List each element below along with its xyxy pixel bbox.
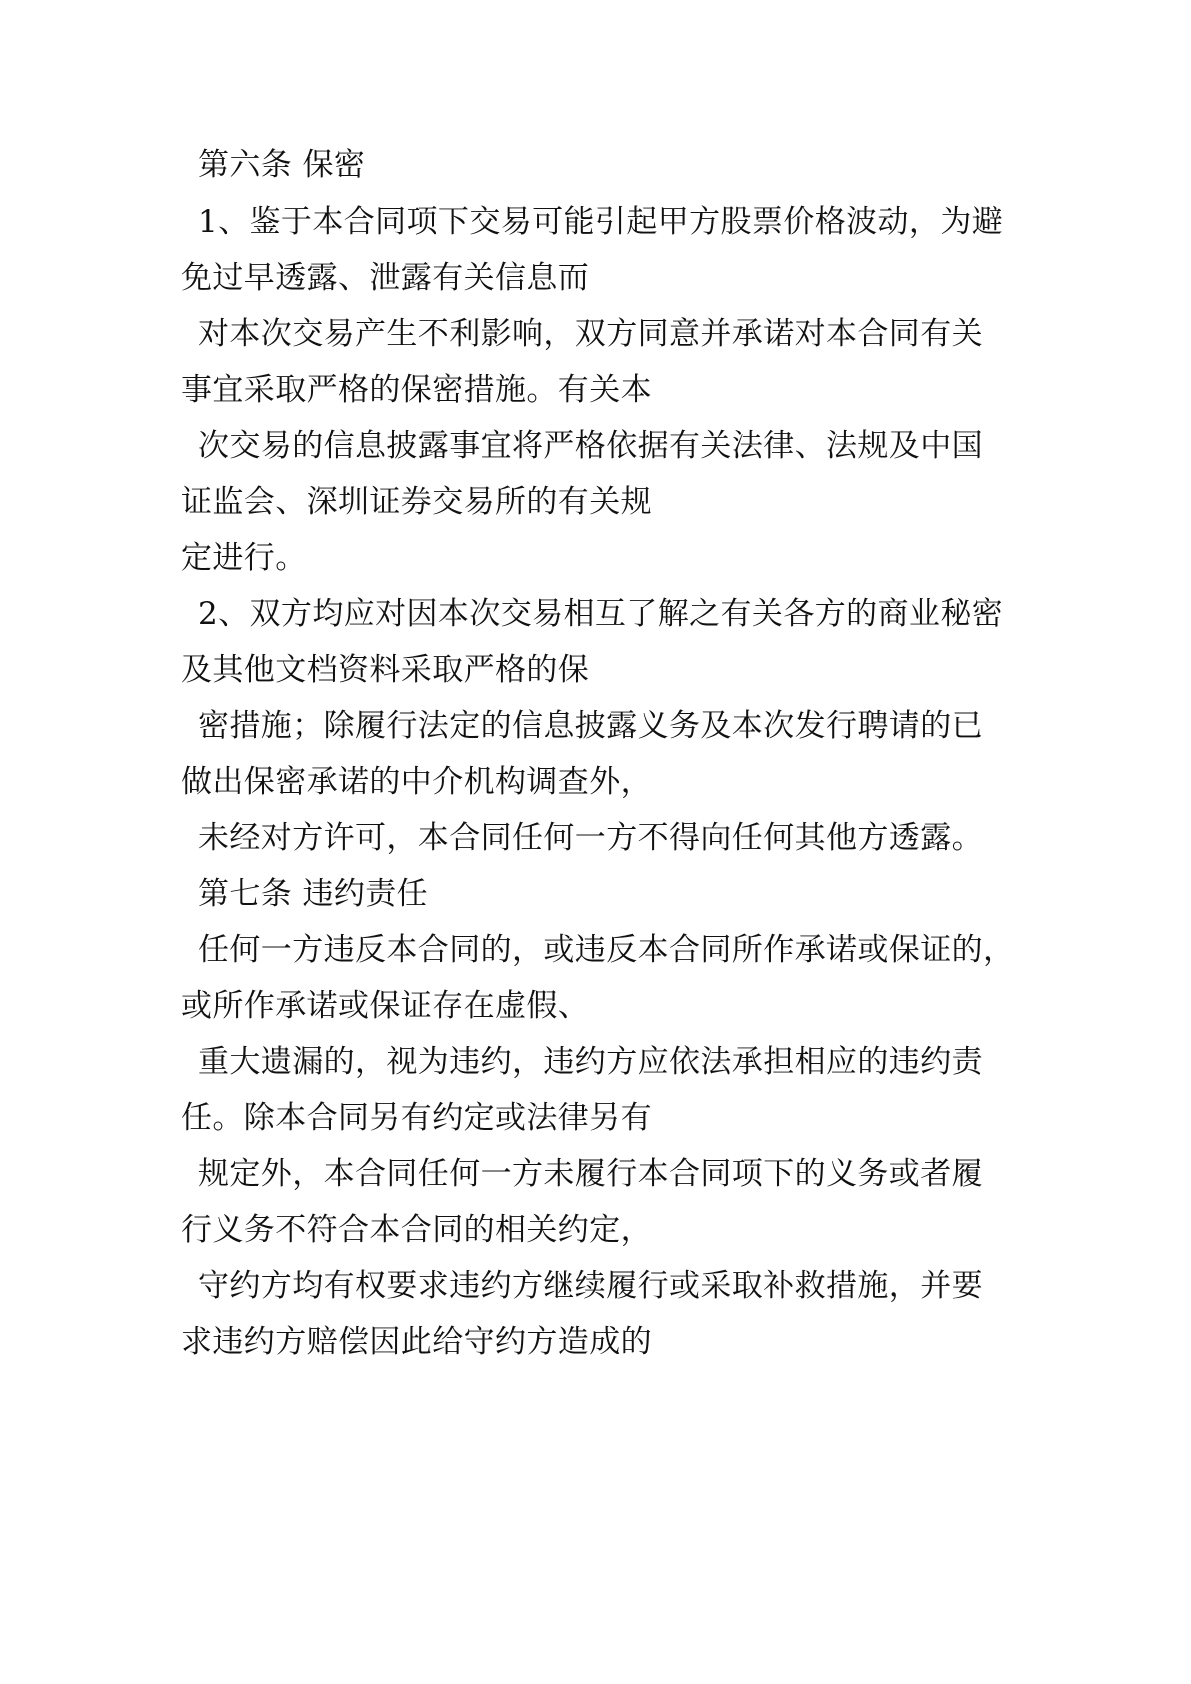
text-line: 守约方均有权要求违约方继续履行或采取补救措施，并要 xyxy=(198,1268,983,1304)
text-line: 证监会、深圳证券交易所的有关规 xyxy=(181,484,652,520)
text-line: 对本次交易产生不利影响，双方同意并承诺对本合同有关 xyxy=(198,316,983,352)
text-line: 行义务不符合本合同的相关约定， xyxy=(181,1212,652,1248)
text-line: 2、双方均应对因本次交易相互了解之有关各方的商业秘密 xyxy=(198,596,1004,632)
text-line: 免过早透露、泄露有关信息而 xyxy=(181,260,590,296)
heading-article-7: 第七条 违约责任 xyxy=(198,876,429,912)
text-line: 或所作承诺或保证存在虚假、 xyxy=(181,988,590,1024)
text-line: 做出保密承诺的中介机构调查外， xyxy=(181,764,652,800)
heading-article-6: 第六条 保密 xyxy=(198,147,366,183)
text-line: 密措施；除履行法定的信息披露义务及本次发行聘请的已 xyxy=(198,708,983,744)
text-line: 未经对方许可，本合同任何一方不得向任何其他方透露。 xyxy=(198,820,983,856)
text-line: 及其他文档资料采取严格的保 xyxy=(181,652,590,688)
text-line: 规定外，本合同任何一方未履行本合同项下的义务或者履 xyxy=(198,1156,983,1192)
text-line: 重大遗漏的，视为违约，违约方应依法承担相应的违约责 xyxy=(198,1044,983,1080)
text-line: 1、鉴于本合同项下交易可能引起甲方股票价格波动，为避 xyxy=(198,204,1004,240)
text-line: 定进行。 xyxy=(181,540,307,576)
text-line: 次交易的信息披露事宜将严格依据有关法律、法规及中国 xyxy=(198,428,983,464)
text-line: 任。除本合同另有约定或法律另有 xyxy=(181,1100,652,1136)
text-line: 任何一方违反本合同的，或违反本合同所作承诺或保证的， xyxy=(198,932,1015,968)
text-line: 事宜采取严格的保密措施。有关本 xyxy=(181,372,652,408)
text-line: 求违约方赔偿因此给守约方造成的 xyxy=(181,1324,652,1360)
